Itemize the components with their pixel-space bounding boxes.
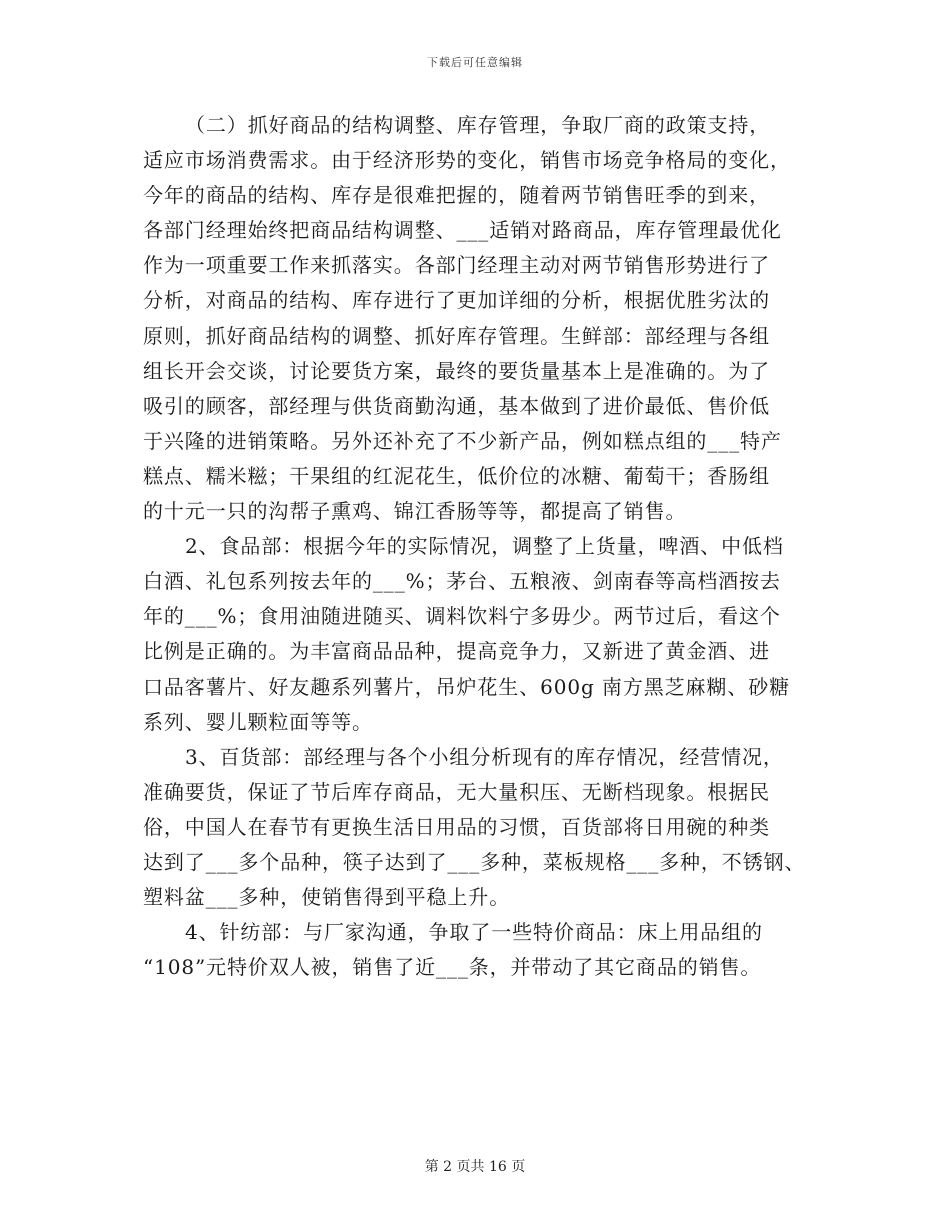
text-line: 适应市场消费需求。由于经济形势的变化，销售市场竞争格局的变化， xyxy=(143,148,791,173)
page-header: 下载后可任意编辑 xyxy=(427,56,523,69)
text-line: 俗，中国人在春节有更换生活日用品的习惯，百货部将日用碗的种类 xyxy=(143,814,770,839)
text-line: 比例是正确的。为丰富商品品种，提高竞争力，又新进了黄金酒、进 xyxy=(143,639,770,664)
text-line: 的十元一只的沟帮子熏鸡、锦江香肠等等，都提高了销售。 xyxy=(143,499,687,524)
document-body xyxy=(143,108,807,985)
text-line: 4、针纺部：与厂家沟通，争取了一些特价商品：床上用品组的 xyxy=(185,920,763,945)
text-line: 各部门经理始终把商品结构调整、___适销对路商品，库存管理最优化 xyxy=(143,218,782,243)
text-line: 今年的商品的结构、库存是很难把握的，随着两节销售旺季的到来， xyxy=(143,183,770,208)
text-line: 分析，对商品的结构、库存进行了更加详细的分析，根据优胜劣汰的 xyxy=(143,288,770,313)
text-line: 原则，抓好商品结构的调整、抓好库存管理。生鲜部：部经理与各组 xyxy=(143,323,770,348)
text-line: 3、百货部：部经理与各个小组分析现有的库存情况，经营情况， xyxy=(185,744,784,769)
page-number: 第 2 页共 16 页 xyxy=(424,1159,526,1175)
text-line: 年的___%；食用油随进随买、调料饮料宁多毋少。两节过后，看这个 xyxy=(143,604,781,629)
text-line: 糕点、糯米糍；干果组的红泥花生，低价位的冰糖、葡萄干；香肠组 xyxy=(143,463,770,488)
text-line: （二）抓好商品的结构调整、库存管理，争取厂商的政策支持， xyxy=(185,113,771,137)
text-line: “108”元特价双人被，销售了近___条，并带动了其它商品的销售。 xyxy=(143,955,762,980)
text-line: 系列、婴儿颗粒面等等。 xyxy=(143,709,373,734)
text-line: 于兴隆的进销策略。另外还补充了不少新产品，例如糕点组的___特产 xyxy=(143,428,782,453)
text-line: 组长开会交谈，讨论要货方案，最终的要货量基本上是准确的。为了 xyxy=(143,358,770,383)
text-line: 准确要货，保证了节后库存商品，无大量积压、无断档现象。根据民 xyxy=(143,779,770,804)
text-line: 白酒、礼包系列按去年的___%；茅台、五粮液、剑南春等高档酒按去 xyxy=(143,569,781,594)
text-line: 吸引的顾客，部经理与供货商勤沟通，基本做到了进价最低、售价低 xyxy=(143,393,770,418)
text-line: 达到了___多个品种，筷子达到了___多种，菜板规格___多种，不锈钢、 xyxy=(143,849,806,874)
text-line: 口品客薯片、好友趣系列薯片，吊炉花生、600g 南方黑芝麻糊、砂糖 xyxy=(143,674,791,699)
text-line: 塑料盆___多种，使销售得到平稳上升。 xyxy=(143,885,511,910)
text-line: 2、食品部：根据今年的实际情况，调整了上货量，啤酒、中低档 xyxy=(185,534,784,559)
text-line: 作为一项重要工作来抓落实。各部门经理主动对两节销售形势进行了 xyxy=(143,253,770,278)
